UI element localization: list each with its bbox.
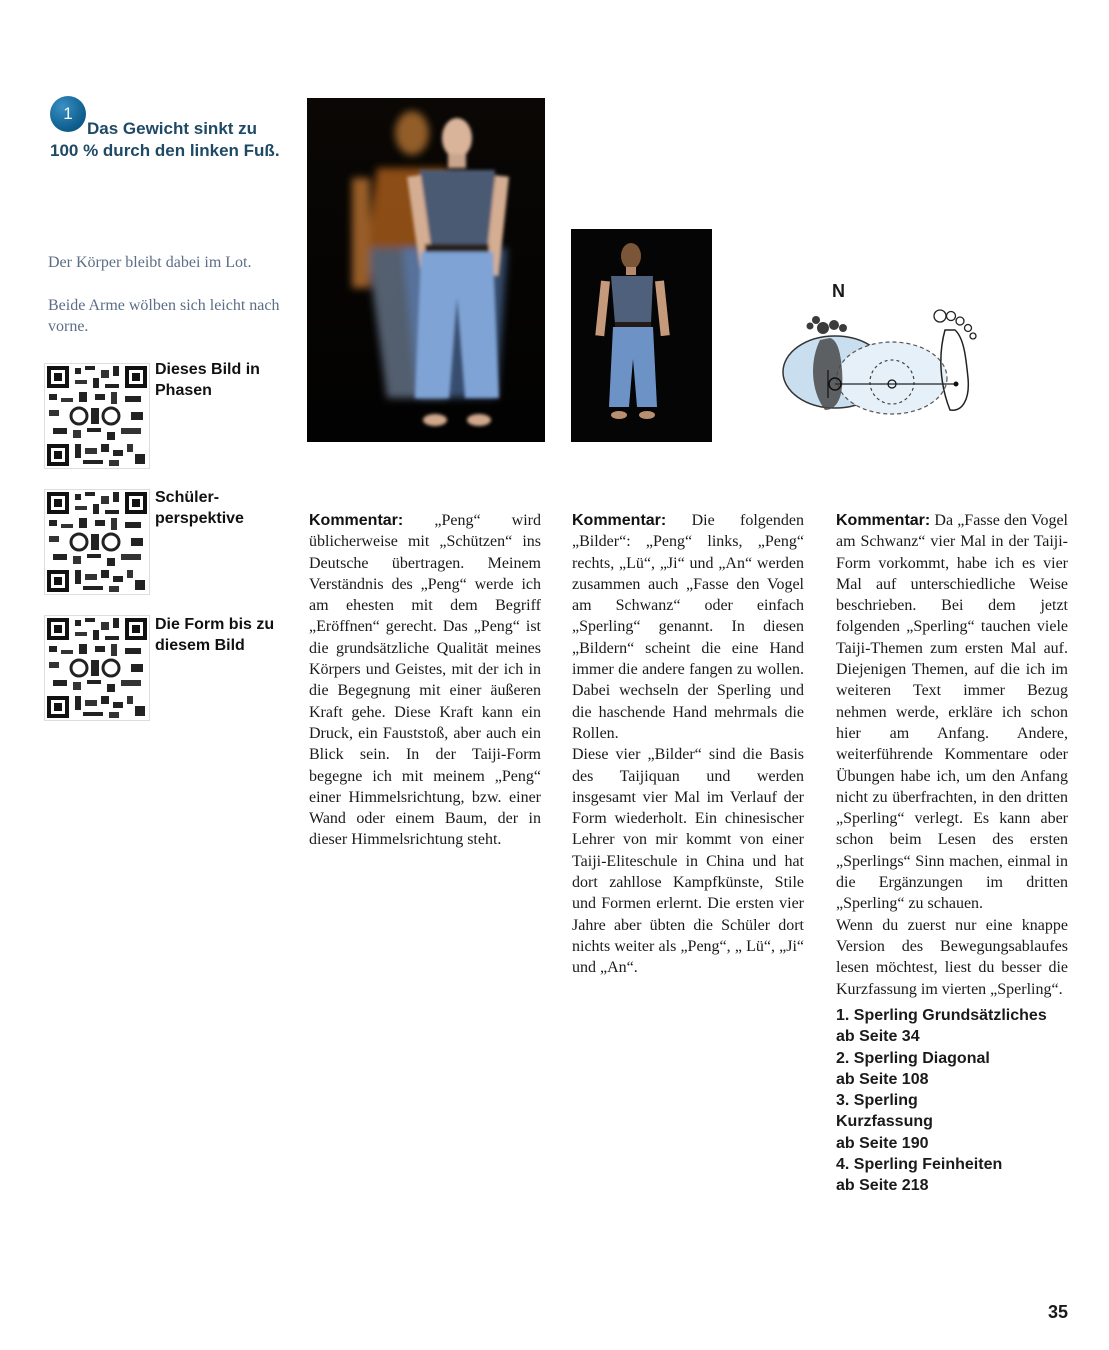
commentary-text: „Peng“ wird üblicherweise mit „Schützen“ ins Deutsche übertragen. Meinem Verständnis des „Peng“ werde ich am ehesten mit dem Begriff „Eröffnen“ gerecht. Das „Peng“ ist die grundsätzliche Qualität meines Körpers und Geistes, mit der ich in die Begegnung mit einer äußeren Kraft gehe. Diese Kraft kann ein Druck, ein Fauststoß, aber auch ein Blick sein. In der Taiji-Form begegne ich mit meinem „Peng“ einer Himmelsrichtung, bzw. einer Wand oder einem Baum, der in dieser Himmelsrichtung steht.: [309, 512, 541, 849]
commentary-text-continued: Diese vier „Bilder“ sind die Basis des Taijiquan und werden insgesamt vier Mal im Verlauf der Form wiederholt. Ein chinesischer Lehrer von mir kommt von einer Taiji-Eliteschule in China und hat dort zahllose Kampfkünste, Stile und Formen erlernt. Die ersten vier Jahre aber übten die Schüler dort nichts weiter als „Peng“, „ Lü“, „Ji“ und „An“.: [572, 746, 804, 977]
chapter-ref: 2. Sperling Diagonal: [836, 1049, 990, 1067]
commentary-keyword: Kommentar:: [572, 512, 667, 529]
photo-front-motion: [307, 98, 545, 442]
qr-code-icon[interactable]: [44, 615, 150, 721]
commentary-column-1: [309, 510, 541, 851]
chapter-references: [836, 1005, 1076, 1197]
compass-north-label: N: [832, 281, 845, 301]
qr-label-student-perspective: Schüler-perspektive: [155, 489, 244, 527]
page-number: 35: [1047, 1302, 1068, 1322]
commentary-column-3: [836, 510, 1068, 1000]
chapter-page: ab Seite 108: [836, 1070, 929, 1088]
chapter-ref: 3. Sperling: [836, 1092, 918, 1110]
chapter-page: ab Seite 190: [836, 1134, 929, 1152]
chapter-ref: 4. Sperling Feinheiten: [836, 1156, 1003, 1174]
chapter-ref: 1. Sperling Grundsätzliches: [836, 1007, 1047, 1024]
note-arms-arched: Beide Arme wölben sich leicht nach vorne.: [48, 297, 280, 335]
qr-label-form-so-far: Die Form bis zu diesem Bild: [155, 616, 275, 654]
commentary-keyword: Kommentar:: [836, 512, 931, 529]
step-number-badge: 1: [50, 96, 86, 132]
qr-code-icon[interactable]: [44, 363, 150, 469]
chapter-ref: Kurzfassung: [836, 1113, 933, 1131]
chapter-page: ab Seite 34: [836, 1028, 920, 1046]
commentary-text: Da „Fasse den Vogel am Schwanz“ vier Mal in der Taiji-Form vorkommt, habe ich es vier Mal auf unterschiedliche Weise beschrieben. Bei dem jetzt folgenden „Sperling“ tauchen viele Taiji-Themen zum ersten Mal auf. Diejenigen Themen, auf die ich im weiteren Text immer Bezug nehmen werde, erkläre ich schon hier am Anfang. Andere, weiterführende Kommentare oder Übungen habe ich, um den Anfang nicht zu überfrachten, in den dritten „Sperling“ verlegt. Es kann aber schon beim Lesen des ersten „Sperlings“ Sinn machen, einmal in die Ergänzungen im dritten „Sperling“ zu schauen.: [836, 512, 1068, 913]
commentary-column-2: [572, 510, 804, 979]
chapter-page: ab Seite 218: [836, 1177, 929, 1195]
note-body-plumb: Der Körper bleibt dabei im Lot.: [48, 254, 252, 271]
commentary-keyword: Kommentar:: [309, 512, 404, 529]
commentary-text: Die folgenden „Bilder“: „Peng“ links, „Peng“ rechts, „Lü“, „Ji“ und „An“ werden zusammen auch „Fasse den Vogel am Schwanz“ oder einfach „Sperling“ genannt. In diesen „Bildern“ scheint die eine Hand immer die andere fangen zu wollen. Dabei wechseln der Sperling und die haschende Hand mehrmals die Rollen.: [572, 512, 804, 742]
qr-label-phases: Dieses Bild in Phasen: [155, 361, 260, 399]
footwork-diagram: [780, 300, 985, 420]
qr-code-icon[interactable]: [44, 489, 150, 595]
photo-back-view: [571, 229, 712, 442]
commentary-text-continued: Wenn du zuerst nur eine knappe Version des Bewegungsablaufes lesen möchtest, liest du besser die Kurzfassung im vierten „Sperling“.: [836, 916, 1068, 998]
step-title: Das Gewicht sinkt zu 100 % durch den linken Fuß.: [50, 119, 280, 160]
